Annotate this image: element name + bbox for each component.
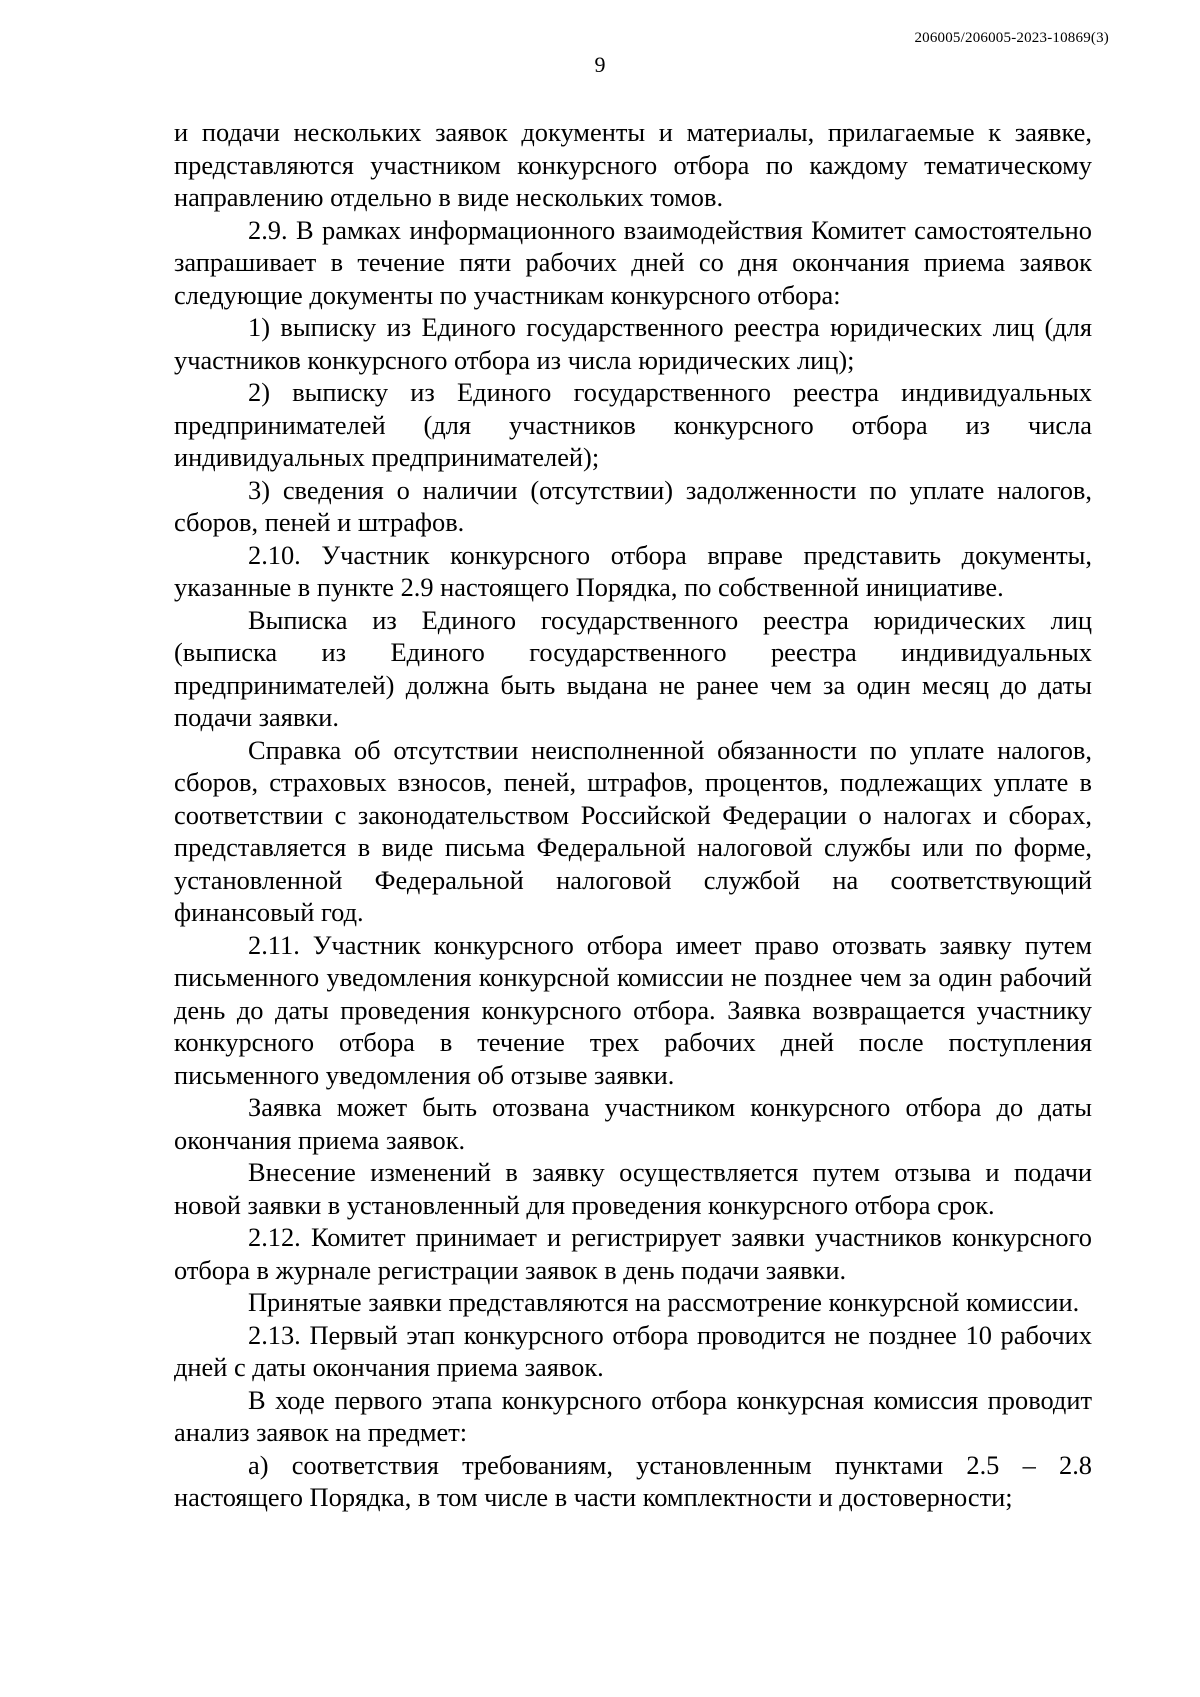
paragraph: 2.12. Комитет принимает и регистрирует заявки участников конкурсного отбора в журнале регистрации заявок в день подачи заявки. <box>174 1222 1092 1285</box>
document-body <box>174 116 1092 1514</box>
paragraph: 2.10. Участник конкурсного отбора вправе представить документы, указанные в пункте 2.9 настоящего Порядка, по собственной инициативе. <box>174 539 1092 602</box>
paragraph: 2.13. Первый этап конкурсного отбора проводится не позднее 10 рабочих дней с даты окончания приема заявок. <box>174 1319 1092 1382</box>
paragraph: Внесение изменений в заявку осуществляется путем отзыва и подачи новой заявки в установленный для проведения конкурсного отбора срок. <box>174 1157 1092 1220</box>
paragraph: 2.11. Участник конкурсного отбора имеет право отозвать заявку путем письменного уведомления конкурсной комиссии не позднее чем за один рабочий день до даты проведения конкурсного отбора. Заявка возвращается участнику конкурсного отбора в течение трех рабочих дней после поступления письменного уведомления об отзыве заявки. <box>174 929 1092 1090</box>
paragraph: Заявка может быть отозвана участником конкурсного отбора до даты окончания приема заявок. <box>174 1092 1092 1155</box>
paragraph: В ходе первого этапа конкурсного отбора конкурсная комиссия проводит анализ заявок на предмет: <box>174 1384 1092 1447</box>
paragraph: Принятые заявки представляются на рассмотрение конкурсной комиссии. <box>248 1287 1080 1317</box>
list-item: а) соответствия требованиям, установленным пунктами 2.5 – 2.8 настоящего Порядка, в том числе в части комплектности и достоверности; <box>174 1449 1092 1512</box>
list-item: 2) выписку из Единого государственного реестра индивидуальных предпринимателей (для участников конкурсного отбора из числа индивидуальных предпринимателей); <box>174 377 1092 472</box>
list-item: 3) сведения о наличии (отсутствии) задолженности по уплате налогов, сборов, пеней и штрафов. <box>174 474 1092 537</box>
paragraph: 2.9. В рамках информационного взаимодействия Комитет самостоятельно запрашивает в течение пяти рабочих дней со дня окончания приема заявок следующие документы по участникам конкурсного отбора: <box>174 214 1092 310</box>
paragraph: Выписка из Единого государственного реестра юридических лиц (выписка из Единого государственного реестра индивидуальных предпринимателей) должна быть выдана не ранее чем за один месяц до даты подачи заявки. <box>174 604 1092 732</box>
page-number: 9 <box>594 52 606 77</box>
paragraph: и подачи нескольких заявок документы и материалы, прилагаемые к заявке, представляются участником конкурсного отбора по каждому тематическому направлению отдельно в виде нескольких томов. <box>174 117 1092 212</box>
list-item: 1) выписку из Единого государственного реестра юридических лиц (для участников конкурсного отбора из числа юридических лиц); <box>174 312 1092 375</box>
document-id: 206005/206005-2023-10869(3) <box>914 30 1109 46</box>
paragraph: Справка об отсутствии неисполненной обязанности по уплате налогов, сборов, страховых взносов, пеней, штрафов, процентов, подлежащих уплате в соответствии с законодательством Российской Федерации о налогах и сборах, представляется в виде письма Федеральной налоговой службы или по форме, установленной Федеральной налоговой службой на соответствующий финансовый год. <box>174 734 1092 927</box>
